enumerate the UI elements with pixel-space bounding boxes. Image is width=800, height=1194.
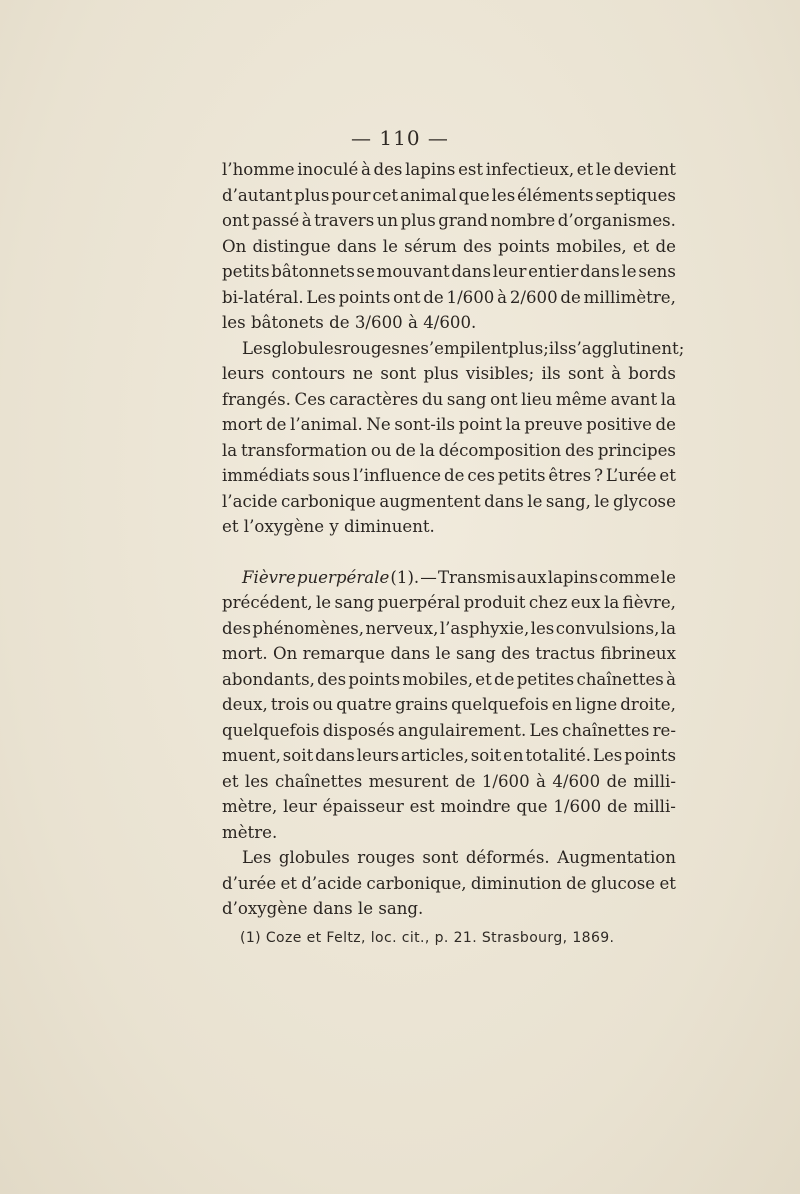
text-line: mort. On remarque dans le sang des tractus fibrineux <box>222 644 676 663</box>
text-line: On distingue dans le sérum des points mobiles, et de <box>222 236 676 256</box>
text-line: et l’oxygène y diminuent. <box>222 517 435 536</box>
paragraph-gap <box>222 540 676 565</box>
text-line: Fièvre puerpérale (1). — Transmis aux lapins comme le <box>242 567 676 587</box>
text-line: mètre, leur épaisseur est moindre que 1/600 de milli- <box>222 797 676 816</box>
text-line: mètre. <box>222 822 278 842</box>
text-line: frangés. Ces caractères du sang ont lieu même avant la <box>222 389 676 409</box>
text-line: Les globules rouges sont déformés. Augmentation <box>242 848 676 867</box>
text-line: ont passé à travers un plus grand nombre d’organismes. <box>222 211 676 230</box>
body-text <box>222 157 685 922</box>
text-line: d’urée et d’acide carbonique, diminution de glucose et <box>222 873 676 893</box>
text-line: leurs contours ne sont plus visibles; ils sont à bords <box>222 364 676 383</box>
text-line: abondants, des points mobiles, et de petites chaînettes à <box>222 669 676 689</box>
text-line: d’oxygène dans le sang. <box>222 899 424 918</box>
text-line: la transformation ou de la décomposition des principes <box>222 440 676 460</box>
text-line: quelquefois disposés angulairement. Les chaînettes re- <box>222 720 676 740</box>
text-line: muent, soit dans leurs articles, soit en totalité. Les points <box>222 746 676 765</box>
text-line: mort de l’animal. Ne sont-ils point la preuve positive de <box>222 415 676 434</box>
page-number: — 110 — <box>351 126 449 150</box>
text-line: l’homme inoculé à des lapins est infectieux, et le devient <box>222 160 676 179</box>
text-line: immédiats sous l’influence de ces petits êtres ? L’urée et <box>222 466 676 485</box>
text-line: d’autant plus pour cet animal que les éléments septiques <box>222 185 676 205</box>
text-line: Les globules rouges ne s’empilent plus; ils s’agglutinent; <box>242 338 685 358</box>
text-line: précédent, le sang puerpéral produit chez eux la fièvre, <box>222 593 676 612</box>
footnote: (1) Coze et Feltz, loc. cit., p. 21. Strasbourg, 1869. <box>240 930 615 946</box>
text-line: bi-latéral. Les points ont de 1/600 à 2/600 de millimètre, <box>222 287 676 307</box>
text-line: petits bâtonnets se mouvant dans leur entier dans le sens <box>222 262 676 281</box>
text-line: des phénomènes, nerveux, l’asphyxie, les convulsions, la <box>222 618 676 638</box>
text-line: deux, trois ou quatre grains quelquefois en ligne droite, <box>222 695 676 714</box>
text-line: les bâtonets de 3/600 à 4/600. <box>222 313 477 332</box>
text-line: l’acide carbonique augmentent dans le sang, le glycose <box>222 491 676 511</box>
text-line: et les chaînettes mesurent de 1/600 à 4/600 de milli- <box>222 771 676 791</box>
